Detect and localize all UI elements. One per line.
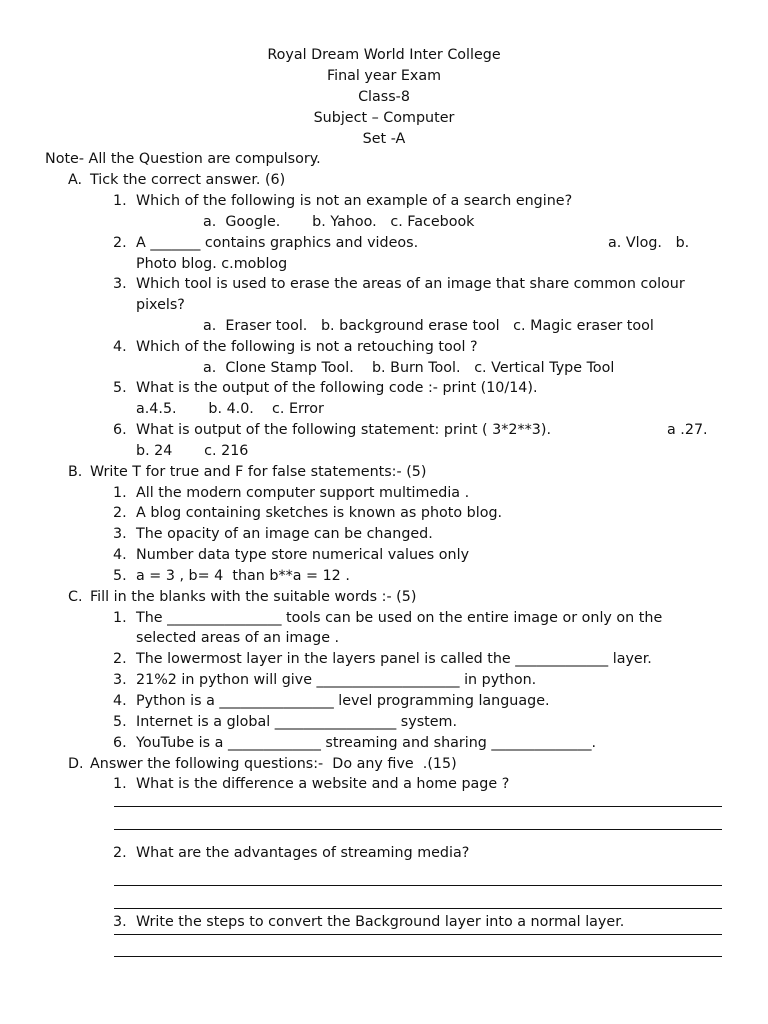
b-item-4-number: 4. (113, 547, 127, 563)
c-item-1-text: The ________________ tools can be used on the entire image or only on the (136, 610, 663, 626)
c-item-3-number: 3. (113, 672, 127, 688)
a-q1-text: Which of the following is not an example of a search engine? (136, 193, 573, 209)
c-item-5-text: Internet is a global _________________ system. (136, 714, 458, 730)
class-label: Class-8 (358, 89, 410, 105)
a-q5-text: What is the output of the following code :- print (10/14). (136, 380, 538, 396)
section-c-marker: C. (68, 589, 83, 605)
a-q2-number: 2. (113, 235, 127, 251)
a-q3-continuation: pixels? (136, 297, 185, 313)
d-q2-text: What are the advantages of streaming media? (136, 845, 470, 861)
b-item-2-number: 2. (113, 505, 127, 521)
answer-line (114, 908, 722, 909)
school-name: Royal Dream World Inter College (267, 47, 501, 63)
a-q3-options: a. Eraser tool. b. background erase tool c. Magic eraser tool (203, 318, 654, 334)
d-q1-number: 1. (113, 776, 127, 792)
a-q6-number: 6. (113, 422, 127, 438)
a-q6-text: What is output of the following statement: print ( 3*2**3). (136, 422, 552, 438)
a-q3-number: 3. (113, 276, 127, 292)
section-d-marker: D. (68, 756, 84, 772)
a-q4-options: a. Clone Stamp Tool. b. Burn Tool. c. Vertical Type Tool (203, 360, 615, 376)
a-q3-text: Which tool is used to erase the areas of an image that share common colour (136, 276, 685, 292)
c-item-1-continuation: selected areas of an image . (136, 630, 340, 646)
b-item-5-text: a = 3 , b= 4 than b**a = 12 . (136, 568, 350, 584)
answer-line (114, 934, 722, 935)
b-item-5-number: 5. (113, 568, 127, 584)
c-item-4-text: Python is a ________________ level programming language. (136, 693, 550, 709)
a-q1-options: a. Google. b. Yahoo. c. Facebook (203, 214, 475, 230)
c-item-2-text: The lowermost layer in the layers panel is called the _____________ layer. (136, 651, 652, 667)
c-item-4-number: 4. (113, 693, 127, 709)
subject-label: Subject – Computer (313, 110, 455, 126)
a-q2-continuation: Photo blog. c.moblog (136, 256, 288, 272)
b-item-3-text: The opacity of an image can be changed. (136, 526, 433, 542)
c-item-3-text: 21%2 in python will give ____________________ in python. (136, 672, 537, 688)
section-a-title: Tick the correct answer. (6) (90, 172, 286, 188)
a-q4-text: Which of the following is not a retouching tool ? (136, 339, 478, 355)
c-item-1-number: 1. (113, 610, 127, 626)
c-item-6-number: 6. (113, 735, 127, 751)
a-q6-inline-options: a .27. (667, 422, 708, 438)
b-item-1-number: 1. (113, 485, 127, 501)
answer-line (114, 885, 722, 886)
exam-name: Final year Exam (326, 68, 442, 84)
c-item-5-number: 5. (113, 714, 127, 730)
set-label: Set -A (362, 131, 406, 147)
d-q3-number: 3. (113, 914, 127, 930)
d-q3-text: Write the steps to convert the Background layer into a normal layer. (136, 914, 625, 930)
section-a-marker: A. (68, 172, 83, 188)
a-q2-text: A _______ contains graphics and videos. (136, 235, 419, 251)
section-b-title: Write T for true and F for false statements:- (5) (90, 464, 427, 480)
d-q1-text: What is the difference a website and a home page ? (136, 776, 510, 792)
c-item-2-number: 2. (113, 651, 127, 667)
section-b-marker: B. (68, 464, 83, 480)
a-q6-continuation: b. 24 c. 216 (136, 443, 249, 459)
a-q4-number: 4. (113, 339, 127, 355)
d-q2-number: 2. (113, 845, 127, 861)
note: Note- All the Question are compulsory. (45, 151, 321, 167)
b-item-2-text: A blog containing sketches is known as photo blog. (136, 505, 503, 521)
a-q1-number: 1. (113, 193, 127, 209)
section-c-title: Fill in the blanks with the suitable words :- (5) (90, 589, 417, 605)
c-item-6-text: YouTube is a _____________ streaming and sharing ______________. (136, 735, 597, 751)
b-item-3-number: 3. (113, 526, 127, 542)
answer-line (114, 829, 722, 830)
a-q5-number: 5. (113, 380, 127, 396)
b-item-1-text: All the modern computer support multimedia . (136, 485, 470, 501)
b-item-4-text: Number data type store numerical values only (136, 547, 470, 563)
a-q2-inline-options: a. Vlog. b. (608, 235, 690, 251)
answer-line (114, 806, 722, 807)
section-d-title: Answer the following questions:- Do any five .(15) (90, 756, 457, 772)
a-q5-options: a.4.5. b. 4.0. c. Error (136, 401, 324, 417)
answer-line (114, 956, 722, 957)
